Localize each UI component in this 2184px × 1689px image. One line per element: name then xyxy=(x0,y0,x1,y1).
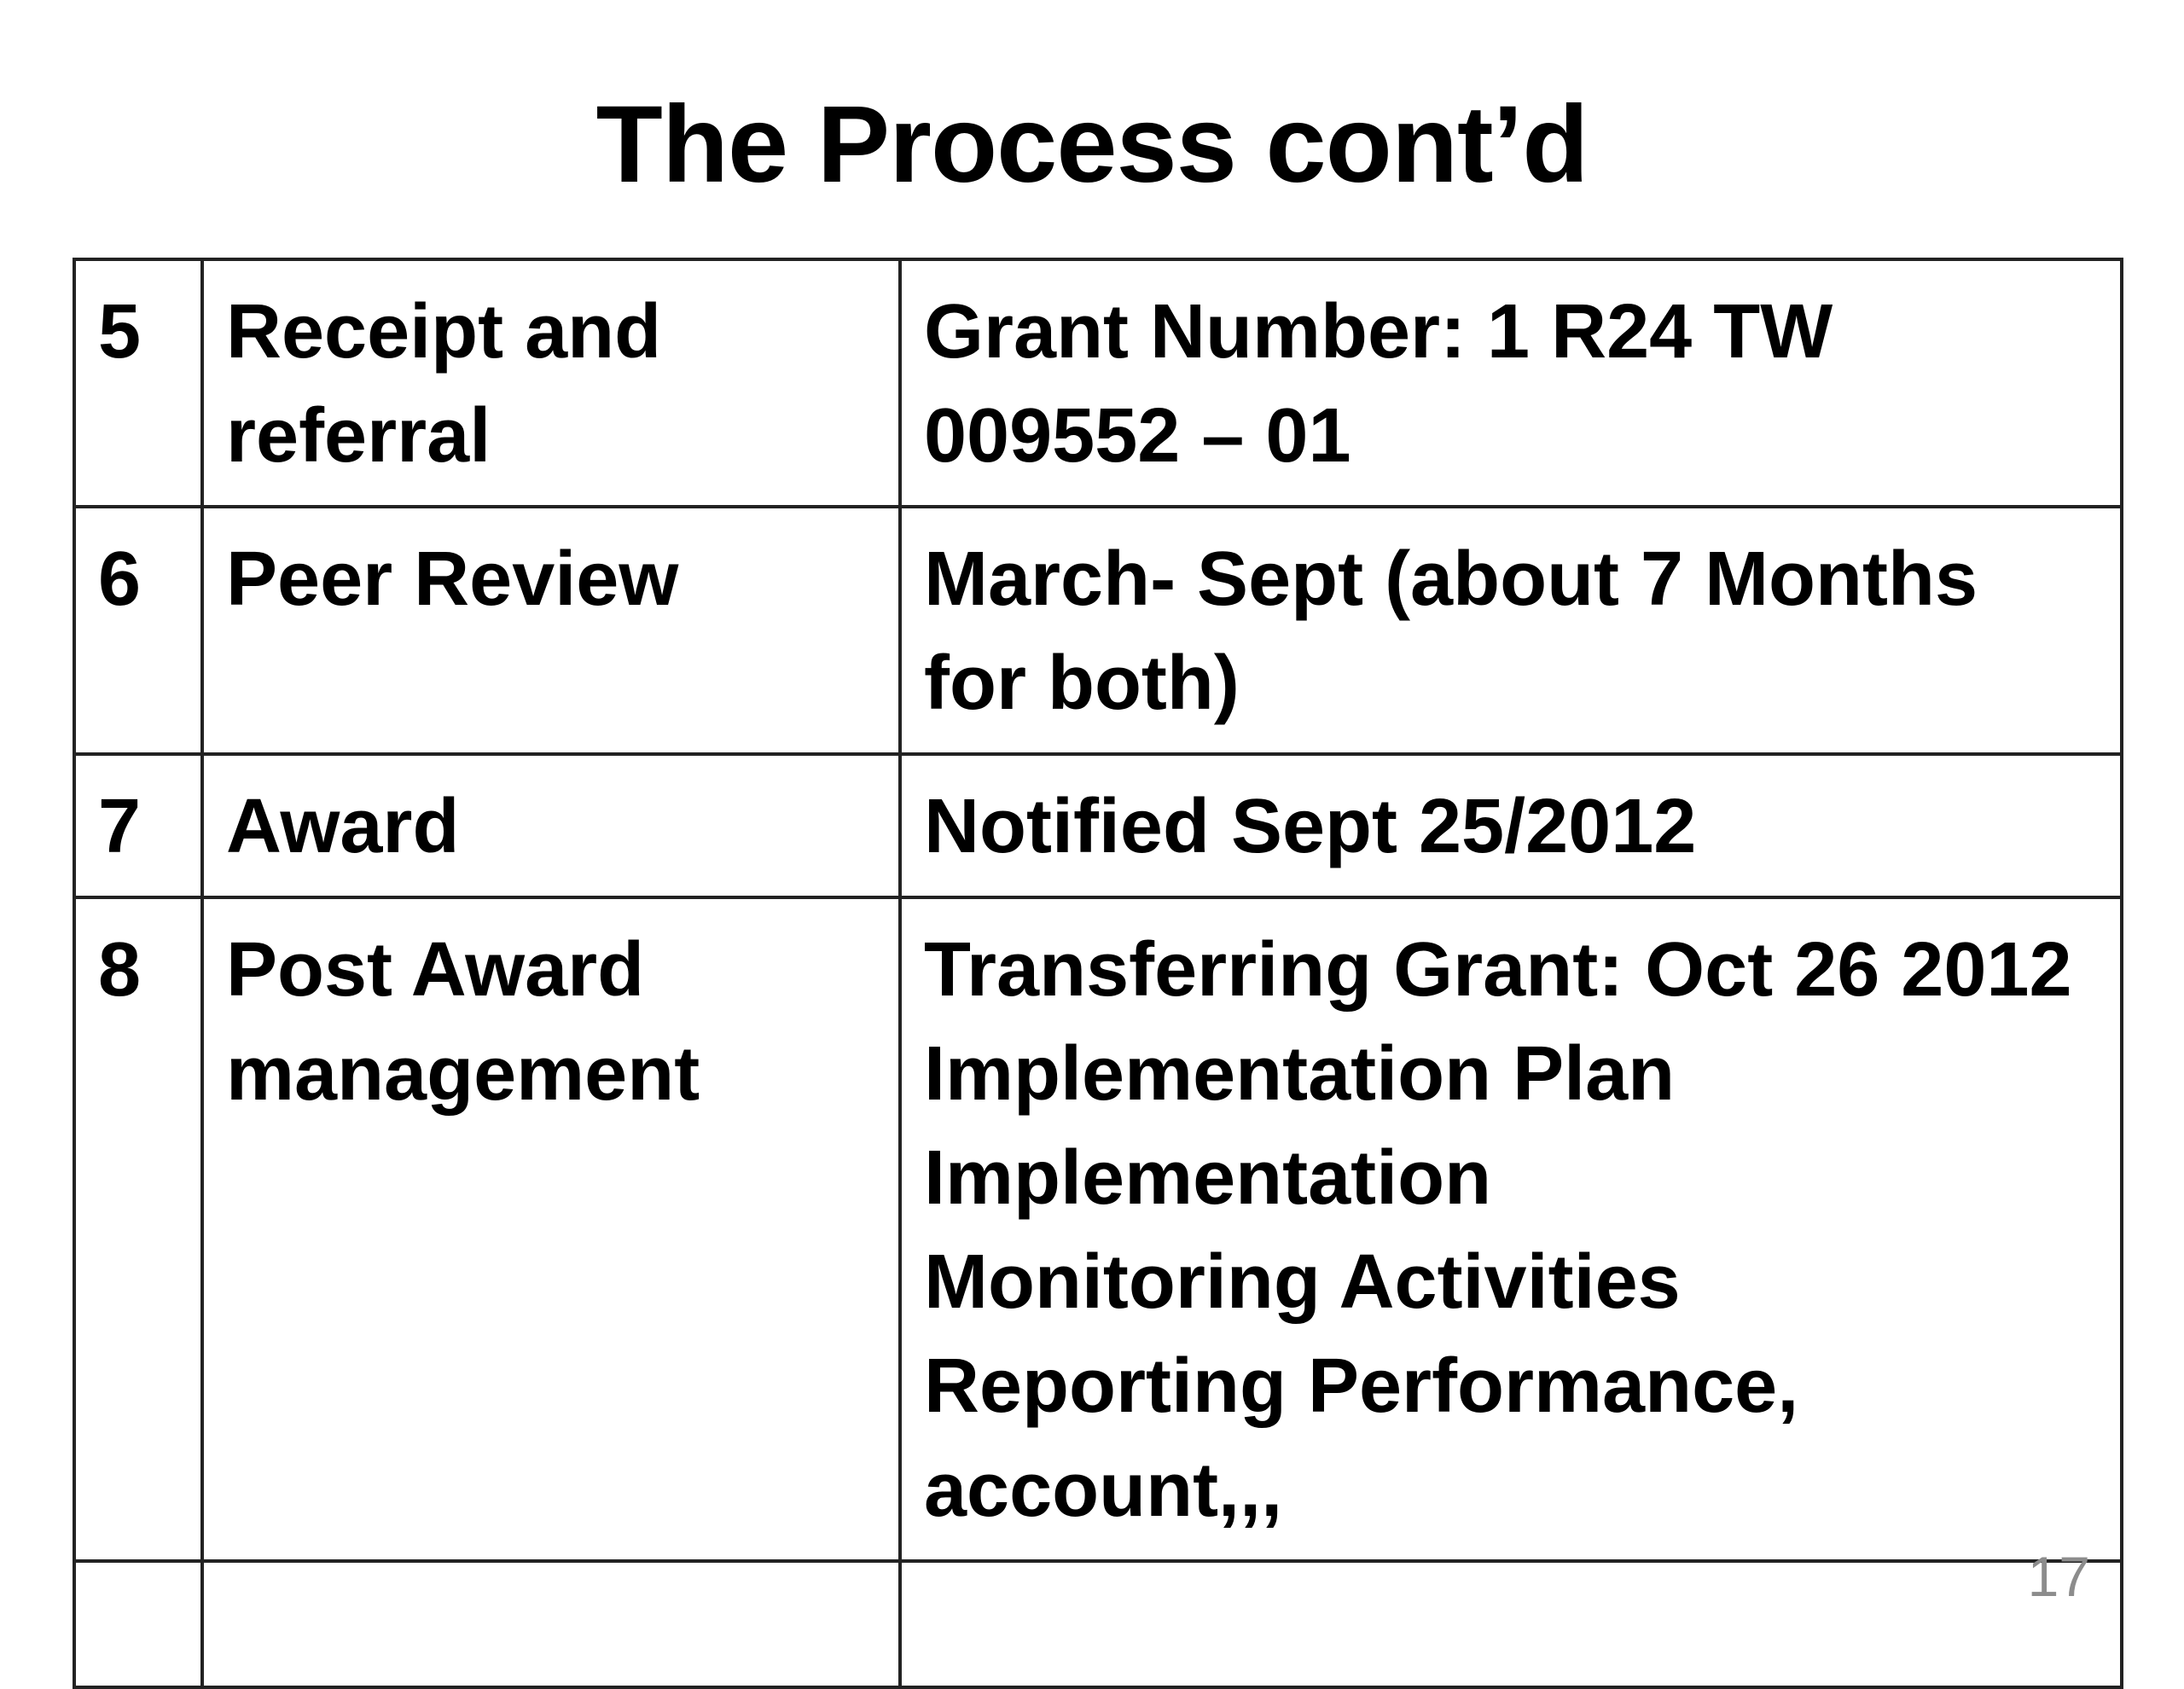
step-name-cell: Award xyxy=(202,754,900,897)
step-detail-cell xyxy=(900,897,2122,1561)
step-number-cell: 6 xyxy=(74,507,202,754)
process-table xyxy=(73,258,2123,1689)
step-name-cell xyxy=(202,1561,900,1687)
step-detail-cell xyxy=(900,507,2122,754)
detail-line: Implementation xyxy=(924,1135,1492,1221)
step-name-cell: Post Award management xyxy=(202,897,900,1561)
slide-title: The Process cont’d xyxy=(595,84,1589,206)
detail-line: Reporting Performance, account,,, xyxy=(924,1344,1799,1533)
step-name-cell: Peer Review xyxy=(202,507,900,754)
step-number-cell xyxy=(74,1561,202,1687)
table-row xyxy=(74,507,2122,754)
step-number-cell: 8 xyxy=(74,897,202,1561)
table-row xyxy=(74,1561,2122,1687)
step-number-cell: 5 xyxy=(74,259,202,507)
table-row xyxy=(74,259,2122,507)
step-detail-cell xyxy=(900,1561,2122,1687)
detail-line: Transferring Grant: Oct 26 2012 xyxy=(924,927,2072,1013)
step-detail-cell xyxy=(900,754,2122,897)
table-row xyxy=(74,897,2122,1561)
step-detail-cell xyxy=(900,259,2122,507)
detail-line: Grant Number: 1 R24 TW 009552 – 01 xyxy=(924,289,1833,479)
detail-line: March- Sept (about 7 Months for both) xyxy=(924,537,1978,726)
detail-line: Notified Sept 25/2012 xyxy=(924,784,1697,869)
detail-line: Implementation Plan xyxy=(924,1031,1676,1117)
table-row xyxy=(74,754,2122,897)
page-number: 17 xyxy=(2027,1545,2090,1608)
detail-line: Monitoring Activities xyxy=(924,1239,1681,1325)
step-name-cell: Receipt and referral xyxy=(202,259,900,507)
step-number-cell: 7 xyxy=(74,754,202,897)
